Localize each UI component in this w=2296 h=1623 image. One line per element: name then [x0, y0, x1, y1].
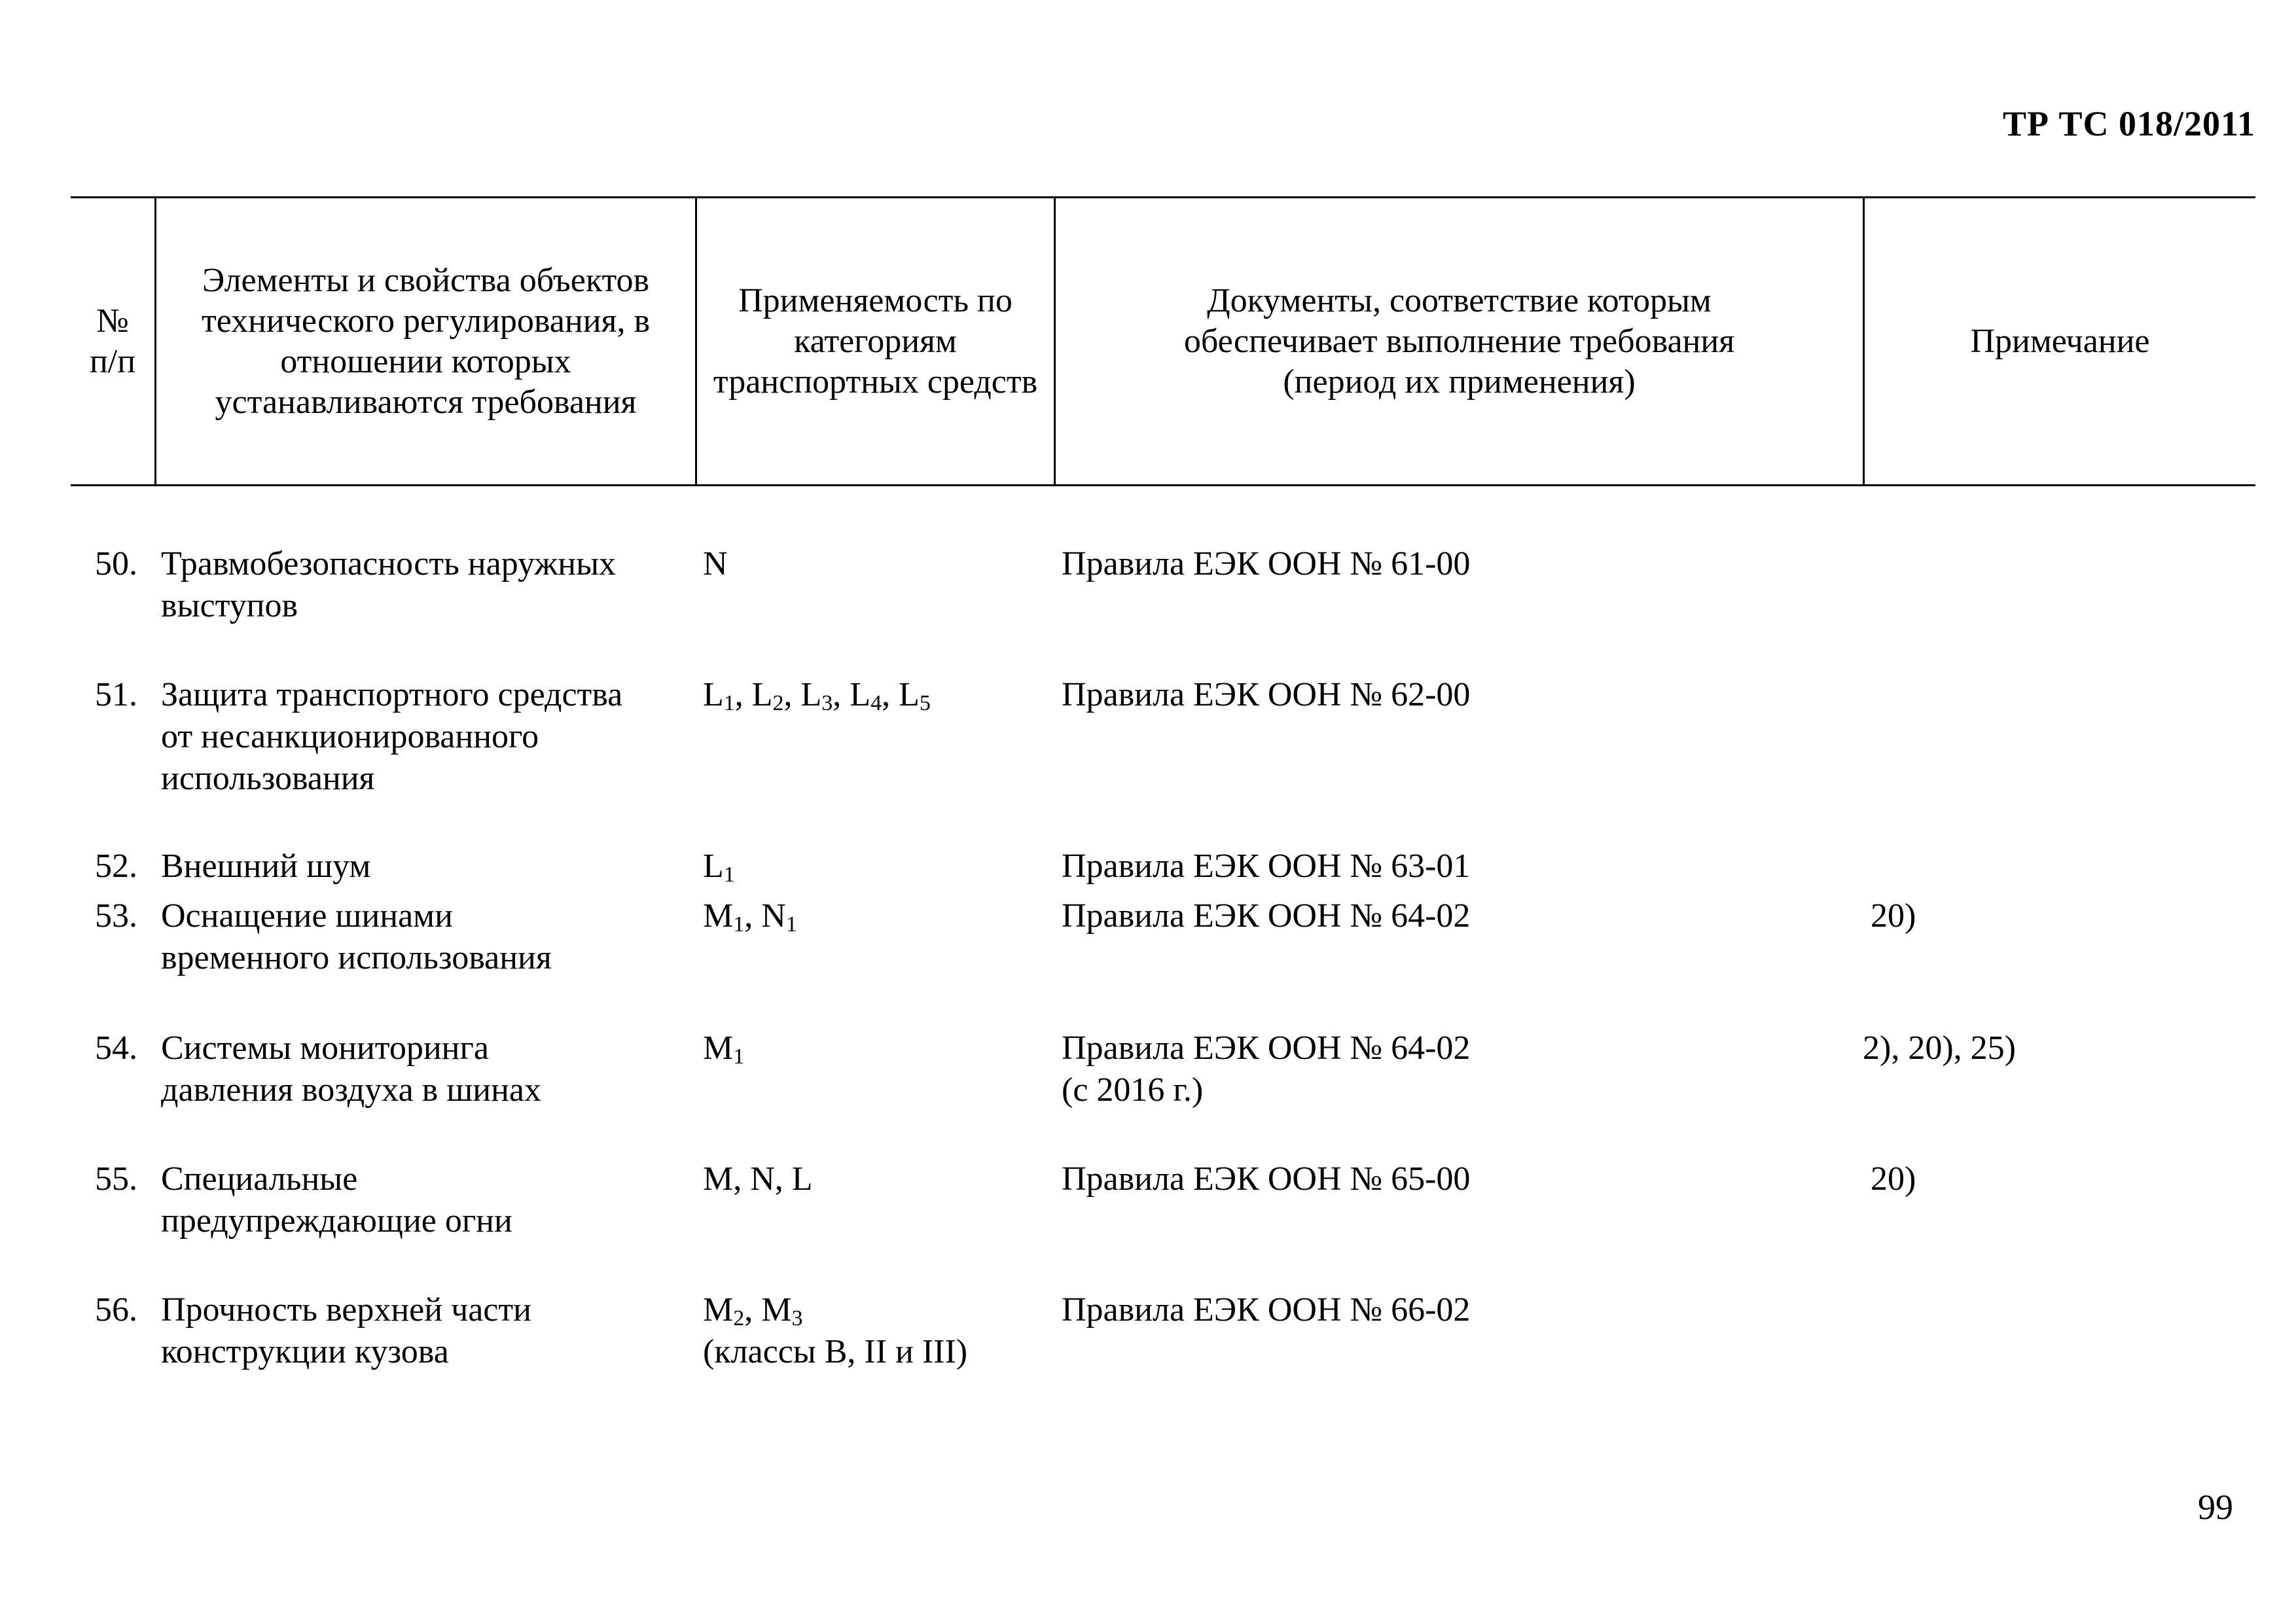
row-element-line: Оснащение шинами	[161, 897, 453, 935]
row-element-line: использования	[161, 760, 375, 797]
row-note: 2), 20), 25)	[1863, 1029, 2016, 1067]
row-document-line: Правила ЕЭК ООН № 63-01	[1062, 847, 1471, 885]
row-element-line: от несанкционированного	[161, 718, 539, 755]
row-element-line: выступов	[161, 587, 298, 624]
row-number: 54.	[95, 1029, 137, 1067]
row-applicability-extra: (классы B, II и III)	[703, 1333, 968, 1370]
header-documents: Документы, соответствие которым обеспечивает выполнение требования (период их применения)	[1183, 282, 1735, 401]
row-document-line: Правила ЕЭК ООН № 66-02	[1062, 1291, 1471, 1329]
row-document	[1062, 846, 1470, 887]
row-number: 56.	[95, 1291, 137, 1329]
row-element-line: Специальные	[161, 1160, 358, 1198]
row-element	[161, 895, 552, 979]
row-document	[1062, 1027, 1470, 1111]
header-elements: Элементы и свойства объектов технического регулирования, в отношении которых устанавливаются требования	[201, 262, 650, 421]
row-element	[161, 846, 370, 887]
row-number: 52.	[95, 847, 137, 885]
row-element-line: Прочность верхней части	[161, 1291, 531, 1329]
row-element	[161, 1158, 512, 1242]
row-applicability-value: $M_1$	[703, 1029, 745, 1069]
row-applicability	[703, 543, 728, 585]
row-element	[161, 1289, 531, 1373]
row-applicability	[703, 846, 735, 887]
row-element	[161, 543, 616, 627]
row-document-line: (с 2016 г.)	[1062, 1071, 1204, 1109]
row-document-line: Правила ЕЭК ООН № 64-02	[1062, 897, 1471, 935]
row-applicability	[703, 674, 931, 716]
row-element-line: давления воздуха в шинах	[161, 1071, 541, 1109]
row-document-line: Правила ЕЭК ООН № 65-00	[1062, 1160, 1471, 1198]
row-document-line: Правила ЕЭК ООН № 64-02	[1062, 1029, 1471, 1067]
row-document	[1062, 1158, 1470, 1200]
row-applicability	[703, 1027, 744, 1069]
row-element-line: Системы мониторинга	[161, 1029, 489, 1067]
row-element-line: Внешний шум	[161, 847, 371, 885]
row-document-line: Правила ЕЭК ООН № 61-00	[1062, 545, 1471, 582]
header-number: № п/п	[89, 302, 136, 380]
row-applicability-value: $M_1$, $N_1$	[703, 897, 797, 936]
row-element-line: конструкции кузова	[161, 1333, 449, 1370]
row-element-line: Защита транспортного средства	[161, 676, 623, 713]
row-applicability	[703, 895, 797, 937]
row-number: 53.	[95, 897, 137, 935]
page-number: 99	[2198, 1488, 2233, 1527]
header-applicability: Применяемость по категориям транспортных средств	[713, 282, 1038, 401]
table-header-bottom-border	[71, 484, 2255, 486]
row-element-line: временного использования	[161, 939, 552, 976]
document-code: ТР ТС 018/2011	[2002, 104, 2255, 143]
row-element	[161, 1027, 541, 1111]
header-note: Примечание	[1970, 323, 2150, 360]
row-applicability-value: M, N, L	[703, 1160, 813, 1198]
row-applicability-value: $L_1$, $L_2$, $L_3$, $L_4$, $L_5$	[703, 676, 931, 715]
row-applicability-value: $L_1$	[703, 847, 735, 887]
row-applicability-value: N	[703, 545, 728, 582]
row-element-line: предупреждающие огни	[161, 1202, 512, 1240]
row-applicability	[703, 1289, 967, 1373]
row-document	[1062, 674, 1470, 716]
row-element-line: Травмобезопасность наружных	[161, 545, 617, 582]
row-applicability-value: $M_2$, $M_3$	[703, 1291, 803, 1330]
row-note: 20)	[1871, 1160, 1916, 1198]
row-document	[1062, 1289, 1470, 1331]
row-document	[1062, 543, 1470, 585]
row-applicability	[703, 1158, 813, 1200]
row-number: 55.	[95, 1160, 137, 1198]
table-top-border	[71, 196, 2255, 198]
row-number: 50.	[95, 545, 137, 582]
row-document-line: Правила ЕЭК ООН № 62-00	[1062, 676, 1471, 713]
row-element	[161, 674, 622, 800]
row-note: 20)	[1871, 897, 1916, 935]
row-document	[1062, 895, 1470, 937]
row-number: 51.	[95, 676, 137, 713]
